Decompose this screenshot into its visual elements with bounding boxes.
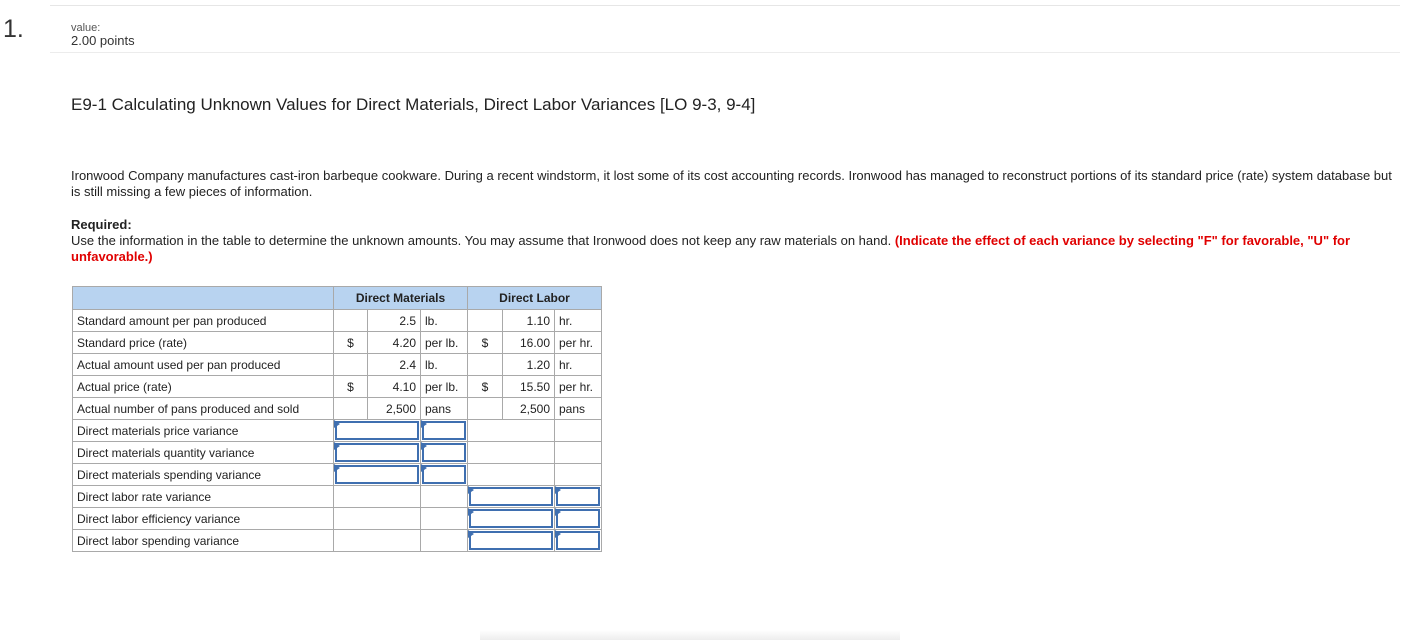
dm-variance-amount-box[interactable]	[335, 465, 419, 484]
dm-value: 4.20	[368, 332, 421, 354]
required-text	[71, 233, 1411, 265]
dm-unit: lb.	[421, 354, 468, 376]
dl-variance-fu-select[interactable]	[555, 508, 602, 530]
dl-unit: hr.	[555, 310, 602, 332]
dropdown-marker-icon	[334, 442, 340, 450]
variance-row	[73, 442, 602, 464]
dm-empty-cell	[334, 508, 421, 530]
dm-dollar-sign: $	[334, 332, 368, 354]
required-instruction: (Indicate the effect of each variance by selecting "F" for favorable, "U" for unfavorable.)	[71, 233, 1351, 264]
variance-row	[73, 420, 602, 442]
variance-label: Direct materials price variance	[73, 420, 334, 442]
variance-label: Direct labor efficiency variance	[73, 508, 334, 530]
variance-label: Direct labor spending variance	[73, 530, 334, 552]
header-divider	[50, 52, 1400, 53]
dl-value: 15.50	[503, 376, 555, 398]
dropdown-marker-icon	[555, 486, 561, 494]
dl-empty-cell	[468, 442, 555, 464]
dm-unit: pans	[421, 398, 468, 420]
dl-dollar-sign	[468, 354, 503, 376]
row-label: Standard price (rate)	[73, 332, 334, 354]
dl-variance-amount-box[interactable]	[469, 487, 553, 506]
dropdown-marker-icon	[468, 486, 474, 494]
dl-variance-fu-box[interactable]	[556, 509, 600, 528]
dl-dollar-sign	[468, 398, 503, 420]
dm-variance-amount-box[interactable]	[335, 421, 419, 440]
dl-unit: hr.	[555, 354, 602, 376]
dropdown-marker-icon	[421, 464, 427, 472]
row-label: Actual number of pans produced and sold	[73, 398, 334, 420]
dropdown-marker-icon	[334, 464, 340, 472]
points-value: 2.00 points	[71, 33, 135, 48]
dl-value: 16.00	[503, 332, 555, 354]
dm-variance-fu-select[interactable]	[421, 442, 468, 464]
value-label: value:	[71, 22, 101, 34]
dm-variance-amount-input[interactable]	[334, 420, 421, 442]
dl-dollar-sign	[468, 310, 503, 332]
dl-dollar-sign: $	[468, 376, 503, 398]
dm-variance-amount-box[interactable]	[335, 443, 419, 462]
dl-variance-amount-box[interactable]	[469, 531, 553, 550]
problem-intro: Ironwood Company manufactures cast-iron barbeque cookware. During a recent windstorm, it lost some of its cost accounting records. Ironwood has managed to reconstruct portions of its standard price (rate) system database but is still missing a few pieces of information.	[71, 168, 1392, 199]
dm-unit: per lb.	[421, 376, 468, 398]
dm-value: 2.4	[368, 354, 421, 376]
variance-table	[72, 286, 602, 552]
header-direct-labor: Direct Labor	[468, 287, 602, 310]
table-header-row	[73, 287, 602, 310]
bottom-shadow	[480, 630, 900, 640]
dm-variance-fu-select[interactable]	[421, 464, 468, 486]
row-label: Standard amount per pan produced	[73, 310, 334, 332]
dl-value: 1.20	[503, 354, 555, 376]
dm-empty-cell	[334, 486, 421, 508]
dropdown-marker-icon	[421, 442, 427, 450]
table-row	[73, 398, 602, 420]
dm-variance-fu-box[interactable]	[422, 443, 466, 462]
problem-title: E9-1 Calculating Unknown Values for Direct Materials, Direct Labor Variances [LO 9-3, 9-4]	[71, 95, 756, 114]
dm-empty-cell	[334, 530, 421, 552]
question-number: 1.	[3, 15, 24, 43]
dl-empty-cell	[555, 420, 602, 442]
dropdown-marker-icon	[468, 530, 474, 538]
dl-variance-fu-box[interactable]	[556, 487, 600, 506]
table-body	[73, 310, 602, 552]
dm-dollar-sign: $	[334, 376, 368, 398]
variance-row	[73, 530, 602, 552]
dl-variance-amount-input[interactable]	[468, 508, 555, 530]
dm-unit: lb.	[421, 310, 468, 332]
dm-value: 2,500	[368, 398, 421, 420]
variance-label: Direct materials spending variance	[73, 464, 334, 486]
table-row	[73, 332, 602, 354]
dl-value: 1.10	[503, 310, 555, 332]
dm-variance-fu-box[interactable]	[422, 421, 466, 440]
dl-empty-cell	[555, 442, 602, 464]
dm-variance-fu-box[interactable]	[422, 465, 466, 484]
dl-variance-fu-box[interactable]	[556, 531, 600, 550]
dl-empty-cell	[555, 464, 602, 486]
variance-row	[73, 486, 602, 508]
variance-row	[73, 464, 602, 486]
row-label: Actual price (rate)	[73, 376, 334, 398]
top-divider	[50, 5, 1400, 6]
dm-unit: per lb.	[421, 332, 468, 354]
table-row	[73, 376, 602, 398]
variance-label: Direct labor rate variance	[73, 486, 334, 508]
dl-unit: pans	[555, 398, 602, 420]
variance-row	[73, 508, 602, 530]
required-body: Use the information in the table to determine the unknown amounts. You may assume that Ironwood does not keep any raw materials on hand.	[71, 233, 895, 248]
dl-unit: per hr.	[555, 332, 602, 354]
dl-variance-fu-select[interactable]	[555, 486, 602, 508]
dm-variance-fu-select[interactable]	[421, 420, 468, 442]
dm-value: 4.10	[368, 376, 421, 398]
dm-empty-cell	[421, 508, 468, 530]
dm-empty-cell	[421, 486, 468, 508]
dl-unit: per hr.	[555, 376, 602, 398]
table-row	[73, 354, 602, 376]
dm-variance-amount-input[interactable]	[334, 464, 421, 486]
required-heading: Required:	[71, 217, 132, 232]
variance-label: Direct materials quantity variance	[73, 442, 334, 464]
dl-dollar-sign: $	[468, 332, 503, 354]
dl-variance-amount-input[interactable]	[468, 486, 555, 508]
row-label: Actual amount used per pan produced	[73, 354, 334, 376]
header-blank	[73, 287, 334, 310]
dm-value: 2.5	[368, 310, 421, 332]
dropdown-marker-icon	[468, 508, 474, 516]
dropdown-marker-icon	[555, 530, 561, 538]
dm-dollar-sign	[334, 354, 368, 376]
dl-value: 2,500	[503, 398, 555, 420]
dl-variance-amount-input[interactable]	[468, 530, 555, 552]
dm-empty-cell	[421, 530, 468, 552]
table-row	[73, 310, 602, 332]
dm-dollar-sign	[334, 398, 368, 420]
dropdown-marker-icon	[421, 420, 427, 428]
dm-dollar-sign	[334, 310, 368, 332]
dl-empty-cell	[468, 420, 555, 442]
header-direct-materials: Direct Materials	[334, 287, 468, 310]
dl-empty-cell	[468, 464, 555, 486]
dropdown-marker-icon	[555, 508, 561, 516]
dropdown-marker-icon	[334, 420, 340, 428]
dl-variance-fu-select[interactable]	[555, 530, 602, 552]
dm-variance-amount-input[interactable]	[334, 442, 421, 464]
dl-variance-amount-box[interactable]	[469, 509, 553, 528]
